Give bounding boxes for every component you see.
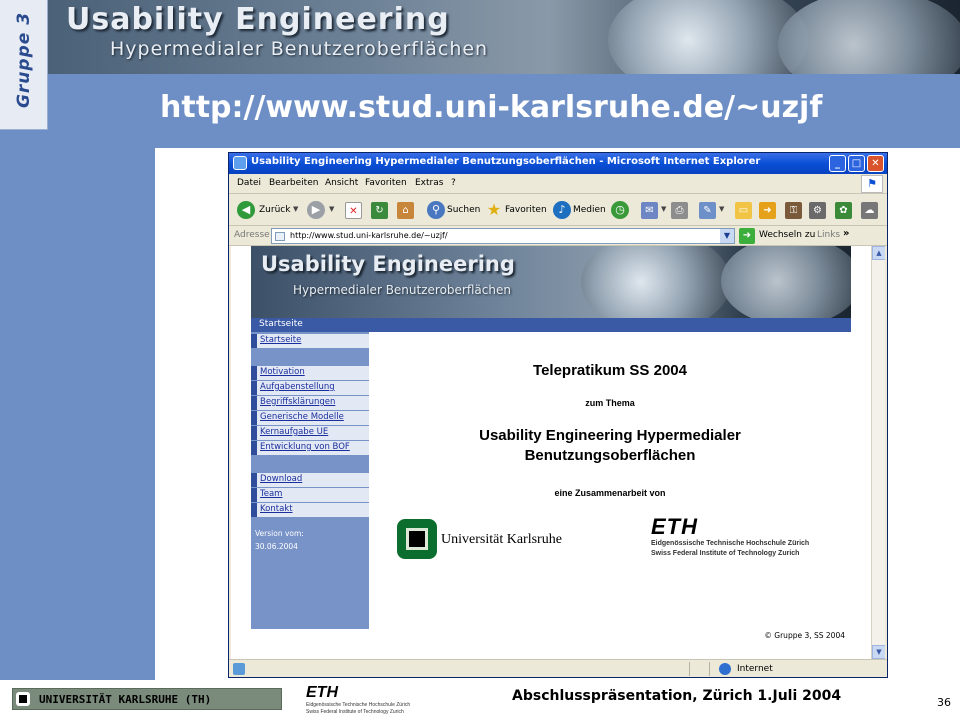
page-number: 36 (937, 696, 951, 709)
sidebar-item-label[interactable]: Startseite (260, 335, 302, 345)
uka-footer-logo (12, 688, 282, 710)
uka-footer-icon (16, 692, 30, 706)
sidebar-item-begriffsklaerungen[interactable] (251, 396, 369, 410)
page-banner-eye-image (721, 246, 851, 318)
sidebar-item-label[interactable]: Begriffsklärungen (260, 397, 336, 407)
browser-titlebar[interactable] (229, 153, 887, 174)
page-banner-title: Usability Engineering (261, 252, 515, 276)
favorites-star-icon[interactable]: ★ (486, 200, 502, 219)
minimize-button[interactable]: _ (829, 155, 846, 172)
eth-footer-english: Swiss Federal Institute of Technology Zurich (306, 709, 404, 715)
refresh-icon[interactable]: ↻ (371, 202, 388, 219)
edit-icon[interactable]: ✎ (699, 202, 716, 219)
group-label-box (0, 0, 48, 130)
scroll-down-icon[interactable]: ▼ (872, 645, 885, 659)
search-button-label[interactable]: Suchen (447, 205, 481, 215)
stop-icon[interactable]: ✕ (345, 202, 362, 219)
close-button[interactable]: ✕ (867, 155, 884, 172)
web-page (251, 246, 851, 629)
page-done-icon (233, 663, 245, 675)
history-icon[interactable]: ◷ (611, 201, 629, 219)
ie-icon (233, 156, 247, 170)
eth-logo-text: ETH (651, 514, 698, 539)
edit-dropdown-icon[interactable]: ▼ (719, 205, 725, 213)
page-banner-eye-image (581, 246, 731, 318)
sidebar-item-kernaufgabe-ue[interactable] (251, 426, 369, 440)
sidebar-item-team[interactable] (251, 488, 369, 502)
menu-favoriten[interactable]: Favoriten (365, 178, 407, 188)
page-banner-subtitle: Hypermedialer Benutzeroberflächen (293, 283, 511, 297)
go-arrow-icon[interactable]: ➜ (739, 228, 755, 244)
banner-title: Usability Engineering (66, 2, 450, 37)
heading-strip (48, 74, 960, 148)
home-icon[interactable]: ⌂ (397, 202, 414, 219)
uka-name: Universität Karlsruhe (441, 532, 562, 547)
menu-extras[interactable]: Extras (415, 178, 444, 188)
browser-viewport (231, 246, 885, 659)
sidebar-item-entwicklung-bof[interactable] (251, 441, 369, 455)
banner-subtitle: Hypermedialer Benutzeroberflächen (110, 38, 489, 60)
zone-label: Internet (737, 664, 773, 674)
collab-text: eine Zusammenarbeit von (554, 488, 666, 498)
banner-eye-image (778, 0, 960, 74)
sidebar-item-kontakt[interactable] (251, 503, 369, 517)
toolbar (229, 194, 887, 226)
back-dropdown-icon[interactable]: ▼ (293, 205, 299, 213)
uka-footer-text: UNIVERSITÄT KARLSRUHE (TH) (39, 693, 212, 706)
menu-datei[interactable]: Datei (237, 178, 262, 188)
menu-help[interactable]: ? (451, 178, 456, 188)
discuss-icon[interactable]: ▭ (735, 202, 752, 219)
address-bar (229, 226, 887, 246)
browser-window (228, 152, 888, 678)
page-banner (251, 246, 851, 318)
eth-name-english: Swiss Federal Institute of Technology Zurich (651, 550, 800, 557)
topic-line-2: Benutzungsoberflächen (524, 447, 696, 464)
slide-banner (48, 0, 960, 74)
plugin-icon[interactable]: ✿ (835, 202, 852, 219)
research-icon[interactable]: ⚿ (785, 202, 802, 219)
status-bar (229, 659, 887, 677)
uka-logo (397, 519, 437, 559)
page-copyright: © Gruppe 3, SS 2004 (764, 631, 845, 640)
eth-footer-logo: ETH (306, 684, 338, 701)
footer-title: Abschlusspräsentation, Zürich 1.Juli 2004 (512, 688, 842, 704)
print-icon[interactable]: ⎙ (671, 202, 688, 219)
page-breadcrumb (251, 318, 851, 332)
address-dropdown-icon[interactable]: ▼ (720, 229, 734, 243)
sidebar-item-motivation[interactable] (251, 366, 369, 380)
slide-footer (0, 680, 960, 720)
sidebar-item-startseite[interactable] (251, 334, 369, 348)
browser-title: Usability Engineering Hypermedialer Benutzungsoberflächen - Microsoft Internet Explorer (251, 156, 761, 167)
messenger-icon[interactable]: ➜ (759, 202, 776, 219)
internet-zone-icon (719, 663, 731, 675)
back-button-label[interactable]: Zurück (259, 205, 291, 215)
sidebar-item-generische-modelle[interactable] (251, 411, 369, 425)
menu-ansicht[interactable]: Ansicht (325, 178, 359, 188)
sidebar-item-label[interactable]: Generische Modelle (260, 412, 344, 422)
vertical-scrollbar[interactable] (871, 246, 885, 659)
favorites-button-label[interactable]: Favoriten (505, 205, 547, 215)
page-main-content (369, 332, 851, 629)
links-label[interactable]: Links (817, 230, 841, 240)
sidebar-item-label[interactable]: Motivation (260, 367, 305, 377)
media-button-label[interactable]: Medien (573, 205, 606, 215)
search-icon[interactable]: ⚲ (427, 201, 445, 219)
sidebar-item-aufgabenstellung[interactable] (251, 381, 369, 395)
page-sidebar (251, 332, 369, 629)
eth-name-german: Eidgenössische Technische Hochschule Zürich (651, 540, 810, 547)
sidebar-item-label[interactable]: Kernaufgabe UE (260, 427, 329, 437)
version-label: Version vom: (255, 529, 304, 538)
sidebar-item-download[interactable] (251, 473, 369, 487)
page-heading: Telepratikum SS 2004 (533, 362, 687, 379)
sidebar-item-label[interactable]: Entwicklung von BOF (260, 442, 350, 452)
scroll-up-icon[interactable]: ▲ (872, 246, 885, 260)
sidebar-item-label[interactable]: Kontakt (260, 504, 293, 514)
forward-dropdown-icon[interactable]: ▼ (329, 205, 335, 213)
sidebar-item-label[interactable]: Download (260, 474, 303, 484)
menu-bar (229, 174, 887, 194)
breadcrumb-label: Startseite (259, 319, 303, 329)
eth-footer-german: Eidgenössische Technische Hochschule Zürich (306, 702, 411, 708)
sidebar-item-label[interactable]: Aufgabenstellung (260, 382, 335, 392)
maximize-button[interactable]: □ (848, 155, 865, 172)
media-icon[interactable]: ♪ (553, 201, 571, 219)
windows-logo-icon: ⚑ (861, 175, 883, 193)
forward-arrow-icon[interactable]: ▶ (307, 201, 325, 219)
address-input[interactable] (271, 228, 735, 244)
address-value[interactable]: http://www.stud.uni-karlsruhe.de/~uzjf/ (290, 231, 448, 240)
sidebar-item-label[interactable]: Team (260, 489, 283, 499)
page-icon (275, 232, 285, 241)
topic-line-1: Usability Engineering Hypermedialer (479, 427, 741, 444)
status-divider (689, 662, 690, 676)
menu-bearbeiten[interactable]: Bearbeiten (269, 178, 319, 188)
chevron-right-icon[interactable]: » (843, 228, 850, 239)
tools-icon[interactable]: ⚙ (809, 202, 826, 219)
uka-logo-mark (406, 528, 428, 550)
version-date: 30.06.2004 (255, 542, 298, 551)
mail-icon[interactable]: ✉ (641, 202, 658, 219)
mail-dropdown-icon[interactable]: ▼ (661, 205, 667, 213)
go-button-label[interactable]: Wechseln zu (759, 230, 816, 240)
back-arrow-icon[interactable]: ◀ (237, 201, 255, 219)
chat-icon[interactable]: ☁ (861, 202, 878, 219)
slide-heading-url: http://www.stud.uni-karlsruhe.de/~uzjf (160, 90, 823, 125)
address-label: Adresse (234, 230, 270, 240)
topic-intro: zum Thema (585, 398, 635, 408)
status-divider (709, 662, 710, 676)
group-label: Gruppe 3 (14, 11, 34, 109)
